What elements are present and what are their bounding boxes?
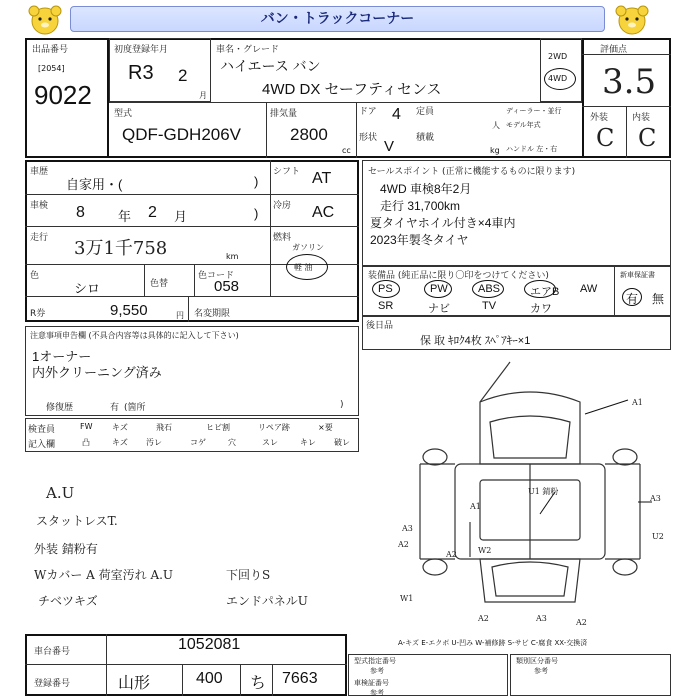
repair-label: 修復歴: [46, 403, 74, 413]
reg-v2: [240, 664, 241, 696]
equip-tv: TV: [482, 300, 497, 312]
score-divider: [582, 54, 671, 55]
registration-kana: ち: [250, 675, 267, 692]
color-label: 色: [30, 271, 40, 281]
score-vline: [626, 106, 627, 158]
mark-a1-top: A1: [632, 398, 643, 407]
fuel-label: 燃料: [273, 233, 292, 243]
mark-a3-right: A3: [650, 494, 661, 503]
ac-label: 冷房: [273, 201, 292, 211]
history-value: 自家用・(: [66, 177, 123, 192]
chassis-value: 1052081: [178, 636, 241, 653]
mileage-label: 走行: [30, 233, 49, 243]
new-car-yes-circle: [622, 288, 642, 306]
shape-label: 形状: [359, 133, 378, 143]
mark-a1-left: A1: [470, 502, 481, 511]
equip-airbag-circle: [524, 280, 556, 298]
mark-a2-bl: A2: [398, 540, 409, 549]
damage-legend: A-キズ E-エクボ U-凹み W-補修跡 S-サビ C-腐食 XX-交換済: [398, 639, 588, 647]
new-car-yes: 有: [626, 292, 639, 306]
doors-label: ドア: [359, 107, 377, 117]
sales-line-1: 4WD 車検8年2月: [380, 182, 472, 196]
new-car-no: 無: [652, 292, 665, 306]
row-hist: [25, 194, 359, 195]
score-label: 評価点: [600, 45, 628, 55]
fuel-diesel: 軽 油: [294, 263, 313, 272]
handle-label: ハンドル 左・右: [506, 145, 558, 153]
equip-navi: ナビ: [428, 303, 450, 315]
equip-ps-circle: [372, 280, 400, 298]
drive-2wd: 2WD: [548, 52, 568, 61]
registration-label: 登録番号: [34, 679, 71, 689]
model-year-label: モデル年式: [506, 121, 541, 129]
displacement-label: 排気量: [270, 109, 298, 119]
handwritten-7: エンドパネルU: [226, 594, 308, 608]
equip-pw: PW: [430, 283, 448, 295]
lot-number: 9022: [34, 80, 92, 110]
mark-a3-left: A3: [402, 524, 413, 533]
wheel-fl: [423, 449, 447, 465]
rear-label: 後日品: [366, 321, 394, 331]
displacement-value: 2800: [290, 125, 328, 144]
displacement-unit: cc: [342, 146, 351, 155]
equip-pw-circle: [424, 280, 452, 298]
color-v1: [144, 264, 145, 296]
mark-a2-left: A2: [446, 550, 457, 559]
inspection-month-unit: 月: [174, 209, 188, 224]
color-code-label: 色コード: [198, 271, 235, 281]
exterior-label: 外装: [590, 113, 609, 123]
inspection-close: ): [254, 206, 259, 221]
first-reg-month-unit: 月: [199, 91, 207, 100]
legend-label-2: 記入欄: [28, 440, 56, 450]
shift-value: AT: [312, 170, 332, 187]
legend-burn: コゲ: [190, 438, 206, 447]
equip-sr: SR: [378, 300, 394, 312]
score-value: 3.5: [602, 62, 657, 102]
registration-class: 400: [196, 670, 223, 687]
windshield-outline: [490, 416, 570, 458]
inspection-year: 8: [76, 204, 85, 221]
page-title: バン・トラックコーナー: [70, 6, 605, 32]
legend-needed: ×要: [318, 423, 333, 432]
first-reg-era: R3: [128, 62, 154, 84]
load-unit: kg: [490, 146, 500, 155]
repair-value: 有: [110, 403, 120, 413]
handwritten-2: スタットレスT.: [36, 514, 118, 528]
legend-wear: スレ: [262, 438, 278, 447]
type-designation-label: 型式指定番号: [354, 657, 396, 665]
rear-window-outline: [492, 562, 568, 596]
type-right: [266, 102, 267, 158]
name-change-label: 名変期限: [194, 309, 231, 319]
handwritten-6: チベツキズ: [38, 594, 98, 608]
mid-divider: [270, 160, 271, 296]
lot-label: 出品番号: [32, 45, 69, 55]
mark-w2: W2: [478, 546, 492, 555]
hood-outline: [480, 392, 580, 464]
sales-line-2: 走行 31,700km: [380, 199, 461, 213]
shift-label: シフト: [273, 167, 301, 177]
equip-abs: ABS: [478, 283, 501, 295]
category-ref: 参考: [534, 667, 548, 675]
color-value: シロ: [74, 281, 101, 296]
legend-dirt: 汚レ: [146, 438, 162, 447]
wheel-rl: [423, 559, 447, 575]
mark-a2-br: A2: [576, 618, 587, 627]
legend-cut: キレ: [300, 438, 316, 447]
mascot-right-icon: [612, 3, 652, 37]
mascot-left-icon: [25, 3, 65, 37]
model-grade: 4WD DX セーフティセンス: [262, 81, 442, 98]
legend-scratch2: キズ: [112, 438, 128, 447]
equip-ps: PS: [378, 283, 393, 295]
legend-repair: リペア跡: [258, 423, 290, 432]
load-label: 積載: [416, 133, 435, 143]
lot-sub: [2054]: [38, 64, 65, 73]
reg-v1: [182, 664, 183, 696]
first-reg-label: 初度登録年月: [114, 45, 169, 55]
registration-num: 7663: [282, 670, 318, 687]
row-color: [25, 296, 359, 297]
chassis-h: [25, 664, 347, 665]
registration-pref: 山形: [118, 675, 151, 692]
sales-label: セールスポイント (正常に機能するものに限ります): [368, 167, 576, 177]
model-label: 車名・グレード: [216, 45, 280, 55]
disp-right: [356, 102, 357, 158]
capacity-label: 定員: [416, 107, 435, 117]
sales-line-4: 2023年製冬タイヤ: [370, 233, 469, 247]
inspection-label: 車検: [30, 201, 49, 211]
mark-a2-b: A2: [478, 614, 489, 623]
handwritten-1: A.U: [46, 484, 75, 502]
mark-u1: U1 錆粉: [528, 487, 559, 496]
color-code: 058: [214, 278, 240, 295]
legend-crack: ヒビ割: [206, 423, 230, 432]
doors-value: 4: [392, 106, 401, 123]
front-arrow: [480, 362, 510, 402]
recycle-right: [188, 296, 189, 322]
history-label: 車歴: [30, 167, 49, 177]
notes-line-2: 内外クリーニング済み: [32, 365, 162, 380]
mark-u2: U2: [652, 532, 664, 541]
chassis-label: 車台番号: [34, 647, 71, 657]
legend-chip: 飛石: [156, 423, 172, 432]
inspection-year-unit: 年: [118, 209, 132, 224]
new-car-label: 新車保証書: [620, 271, 655, 279]
legend-dent: 凸: [82, 438, 90, 447]
dealer-label: ディーラー・並行: [506, 107, 562, 115]
equip-leather: カワ: [530, 303, 552, 315]
footer-ref: 参考: [370, 689, 384, 697]
type-value: QDF-GDH206V: [122, 125, 242, 144]
equip-airbag: エアB: [530, 286, 560, 298]
handwritten-4: Wカバー A 荷室汚れ A.U: [34, 568, 174, 582]
notes-line-1: 1オーナー: [32, 349, 92, 364]
handwritten-3: 外装 錆粉有: [34, 542, 98, 556]
category-label: 類別区分番号: [516, 657, 558, 665]
interior-label: 内装: [632, 113, 651, 123]
rear-items: 保 取 ｷﾛｸ4枚 ｽﾍﾟｱｷｰ×1: [420, 335, 531, 347]
equipment-label: 装備品 (純正品に限り〇印をつけてください): [368, 271, 549, 281]
chassis-v: [106, 634, 107, 696]
equip-aw: AW: [580, 283, 598, 295]
legend-scratch: キズ: [112, 423, 128, 432]
inspection-month: 2: [148, 204, 157, 221]
mileage-unit: km: [226, 252, 239, 261]
sales-line-3: 夏タイヤホイル付き×4車内: [370, 216, 516, 230]
drive-4wd: 4WD: [548, 74, 568, 83]
reg-v3: [272, 664, 273, 696]
equip-v: [614, 266, 615, 316]
legend-fw: FW: [80, 422, 93, 431]
fuel-gasoline: ガソリン: [292, 243, 324, 252]
legend-hole: 穴: [228, 438, 236, 447]
row2-top: [109, 102, 582, 103]
shape-value: V: [384, 138, 395, 155]
color-exchange-label: 色替: [150, 279, 169, 289]
legend-tear: 破レ: [334, 438, 350, 447]
repair-place: (箇所: [124, 403, 146, 413]
row-insp: [25, 226, 359, 227]
model-name: ハイエース バン: [220, 58, 321, 74]
mark-a3-b: A3: [536, 614, 547, 623]
recycle-unit: 円: [176, 311, 184, 320]
mileage-value: 3万1千758: [74, 238, 168, 259]
interior-score: C: [638, 124, 657, 152]
notes-label: 注意事項申告欄 (不具合内容等は具体的に記入して下さい): [30, 331, 239, 340]
recycle-label: R券: [30, 309, 46, 319]
history-close: ): [254, 174, 259, 189]
handwritten-5: 下回りS: [226, 568, 271, 582]
type-designation-ref: 参考: [370, 667, 384, 675]
repair-close: ): [340, 400, 344, 410]
capacity-unit: 人: [492, 121, 500, 130]
legend-label-1: 検査員: [28, 425, 56, 435]
equip-abs-circle: [472, 280, 504, 298]
wheel-fr: [613, 449, 637, 465]
wheel-rr: [613, 559, 637, 575]
color-v2: [194, 264, 195, 296]
footer-unit: 車検証番号: [354, 679, 389, 687]
mark-w1: W1: [400, 594, 414, 603]
ac-value: AC: [312, 204, 335, 221]
recycle-value: 9,550: [110, 302, 148, 319]
first-reg-month: 2: [178, 66, 188, 85]
type-label: 型式: [114, 109, 133, 119]
exterior-score: C: [596, 124, 615, 152]
